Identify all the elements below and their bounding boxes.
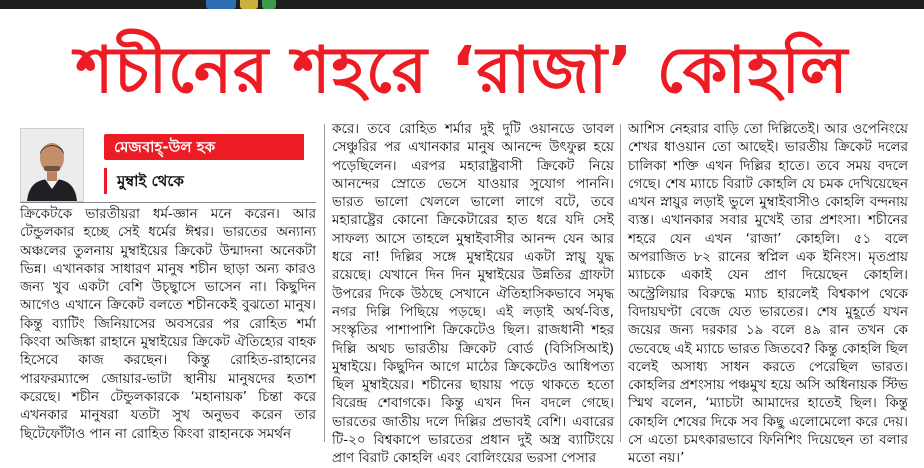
top-band-graphic: [262, 0, 276, 9]
headline: শচীনের শহরে ‘রাজা’ কোহলি: [75, 34, 849, 108]
column-divider: [324, 124, 325, 442]
byline-divider: [20, 202, 316, 203]
byline: [20, 128, 320, 200]
column-3-text: আশিস নেহরার বাড়ি তো দিল্লিতেই। আর ওপেনিংয়ে শেখর ধাওয়ান তো আছেই। ভারতীয় ক্রিকেট দলের চালিকা শক্তি এখন দিল্লির হাতে। তবে সময় বদলে গেছে। শেষ ম্যাচে বিরাট কোহলি যে চমক দেখিয়েছেন এখন স্নায়ুর লড়াই ভুলে মুম্বাইবাসীও কোহলি বন্দনায় ব্যস্ত। এখানকার সবার মুখেই তার প্রশংসা। শচীনের শহরে যেন এখন ‘রাজা’ কোহলি। ৫১ বলে অপরাজিত ৮২ রানের স্বপ্নিল এক ইনিংস। মৃতপ্রায় ম্যাচকে একাই যেন প্রাণ দিয়েছেন কোহলি। অস্ট্রেলিয়ার বিরুদ্ধে ম্যাচ হারলেই বিশ্বকাপ থেকে বিদায়ঘণ্টা বেজে যেত ভারতের। শেষ মুহূর্তে যখন জয়ের জন্য দরকার ১৯ বলে ৪৯ রান তখন কে ভেবেছে এই ম্যাচে ভারত জিতবে? কিন্তু কোহলি ছিল বলেই অসাধ্য সাধন করতে পেরেছিল ভারত। কোহলির প্রশংসায় পঞ্চমুখ হয়ে অসি অধিনায়ক স্টিভ স্মিথ বলেন, ‘ম্যাচটা আমাদের হাতেই ছিল। কিন্তু কোহলি শেষের দিকে সব কিছু এলোমেলো করে দেয়। সে এতো চমৎকারভাবে ফিনিশিং দিয়েছেন তা বলার মতো নয়।’: [628, 121, 908, 467]
column-1-text: ক্রিকেটকে ভারতীয়রা ধর্ম-জ্ঞান মনে করেন। আর টেন্ডুলকার হচ্ছে সেই ধর্মের ঈশ্বর। ভারতের অন্যান্য অঞ্চলের তুলনায় মুম্বাইয়ের ক্রিকেট উন্মাদনা অনেকটা ভিন্ন। এখানকার সাধারণ মানুষ শচীন ছাড়া অন্য কারও জন্য খুব একটা বেশি উচ্ছ্বাসে ভাসেন না। কিছুদিন আগেও এখানে ক্রিকেট বলতে শচীনকেই বুঝতো মানুষ। কিন্তু ব্যাটিং জিনিয়াসের অবসরের পর রোহিত শর্মা কিংবা অজিঙ্কা রাহানে মুম্বাইয়ের ক্রিকেট ঐতিহ্যের বাহক হিসেবে কাজ করছেন। কিন্তু রোহিত-রাহানের পারফরম্যান্সে জোয়ার-ভাটা স্থানীয় মানুষদের হতাশ করেছে। শচীন টেন্ডুলকারকে ‘মহানায়ক’ চিন্তা করে এখনকার মানুষরা যতটা সুখ অনুভব করেন তার ছিটেফোঁটাও পান না রোহিত কিংবা রাহানকে সমর্থন: [20, 206, 316, 442]
top-band-graphic: [206, 0, 236, 9]
article-column-3: [628, 120, 908, 467]
author-photo: [20, 128, 84, 202]
author-name: মেজবাহ্-উল হক: [104, 134, 304, 160]
top-color-band: [0, 0, 924, 9]
author-portrait-icon: [21, 129, 83, 201]
article-column-1: [20, 205, 316, 447]
column-2-text: করে। তবে রোহিত শর্মার দুই দুটি ওয়ানডে ডাবল সেঞ্চুরির পর এখানকার মানুষ আনন্দে উৎফুল্ল হয়ে পড়েছিলেন। এরপর মহারাষ্ট্রবাসী ক্রিকেট নিয়ে আনন্দের স্রোতে ভেসে যাওয়ার সুযোগ পাননি। ভারত ভালো খেললে ভালো লাগে বটে, তবে মহারাষ্ট্রের কোনো ক্রিকেটারের হাত ধরে যদি সেই সাফল্য আসে তাহলে মুম্বাইবাসীর আনন্দ যেন আর ধরে না! দিল্লির সঙ্গে মুম্বাইয়ের একটা স্নায়ু যুদ্ধ রয়েছে। যেখানে দিন দিন মুম্বাইয়ের উন্নতির গ্রাফটা উপরের দিকে উঠছে সেখানে ঐতিহাসিকভাবে সমৃদ্ধ নগর দিল্লি পিছিয়ে পড়ছে। এই লড়াই অর্থ-বিত্ত, সংস্কৃতির পাশাপাশি ক্রিকেটেও ছিল। রাজধানী শহর দিল্লি অথচ ভারতীয় ক্রিকেট বোর্ড (বিসিসিআই) মুম্বাইয়ে। কিছুদিন আগে মাঠের ক্রিকেটেও আধিপত্য ছিল মুম্বাইয়ের। শচীনের ছায়ায় পড়ে থাকতে হতো বিরেন্দ্র শেবাগকে। কিন্তু এখন দিন বদলে গেছে। ভারতের জাতীয় দলে দিল্লির প্রভাবই বেশি। এবারের টি-২০ বিশ্বকাপে ভারতের প্রধান দুই অস্ত্র ব্যাটিংয়ে প্রাণ বিরাট কোহলি এবং বোলিংয়ের ভরসা পেসার: [332, 121, 614, 467]
article-column-2: [332, 120, 614, 467]
column-divider: [620, 124, 621, 442]
dateline-location: মুম্বাই থেকে: [104, 168, 284, 194]
top-band-graphic: [240, 0, 258, 9]
